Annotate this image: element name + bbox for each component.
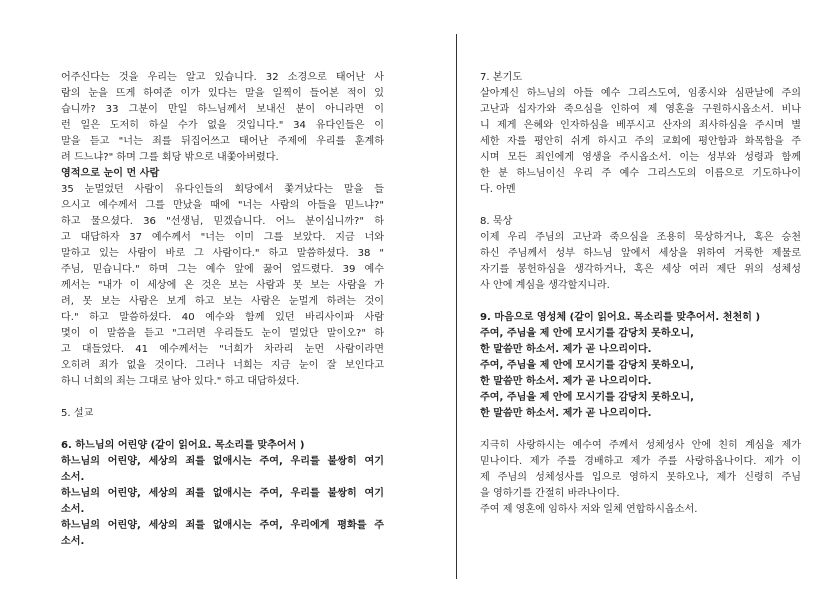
section-meditation: 8. 묵상 bbox=[480, 216, 513, 227]
reading-line: 몇이 이 말씀을 듣고 "그러면 우리들도 눈이 멀었단 말이오?" 하 bbox=[61, 328, 384, 339]
closing-prayer-line: 제 주님의 성체성사를 입으로 영하지 못하오나, 제가 신령히 주님 bbox=[480, 472, 801, 483]
section-sermon: 5. 설교 bbox=[61, 408, 94, 419]
communion-line: 한 말씀만 하소서. 제가 곧 나으리이다. bbox=[480, 408, 652, 419]
prayer-line: 한 분 하느님이신 우리 주 예수 그리스도의 이름으로 기도하나이 bbox=[480, 168, 801, 179]
reading-line: 고 대답하자 37 예수께서 "너는 이미 그를 보았다. 지금 너와 bbox=[61, 232, 384, 243]
prayer-line: 시며 모든 죄인에게 영생을 주시옵소서. 이는 성부와 성령과 함께 bbox=[480, 152, 801, 163]
section-spiritual-communion-heading: 9. 마음으로 영성체 (같이 읽어요. 목소리를 맞추어서. 천천히 ) bbox=[480, 312, 761, 323]
agnus-dei-line: 하느님의 어린양, 세상의 죄를 없애시는 주여, 우리를 불쌍히 여기 bbox=[61, 488, 384, 499]
closing-prayer-line: 을 영하기를 간절히 바라나이다. bbox=[480, 488, 620, 499]
reading-line: 말하고 있는 사람이 바로 그 사람이다." 하고 말씀하셨다. 38 " bbox=[61, 248, 384, 259]
meditation-line: 사 안에 계심을 생각할지니라. bbox=[480, 280, 610, 291]
reading-line: 으시고 예수께서 그를 만났을 때에 "너는 사람의 아들을 믿느냐?" bbox=[61, 200, 384, 211]
agnus-dei-line: 소서. bbox=[61, 472, 85, 483]
reading-line: 려, 못 보는 사람은 보게 하고 보는 사람은 눈멀게 하려는 것이 bbox=[61, 296, 384, 307]
closing-prayer-line: 지극히 사랑하시는 예수여 주께서 성체성사 안에 친히 계심을 제가 bbox=[480, 440, 801, 451]
reading-line: 말을 듣고 "너는 죄를 뒤집어쓰고 태어난 주제에 우리를 훈계하 bbox=[61, 136, 384, 147]
reading-line: 다." 하고 말씀하셨다. 40 예수와 함께 있던 바리사이파 사람 bbox=[61, 312, 384, 323]
agnus-dei-line: 하느님의 어린양, 세상의 죄를 없애시는 주여, 우리를 불쌍히 여기 bbox=[61, 456, 384, 467]
agnus-dei-line: 하느님의 어린양, 세상의 죄를 없애시는 주여, 우리에게 평화를 주 bbox=[61, 520, 384, 531]
reading-line: 려 드느냐?" 하며 그를 회당 밖으로 내쫓아버렸다. bbox=[61, 152, 279, 163]
reading-line: 습니까? 33 그분이 만일 하느님께서 보내신 분이 아니라면 이 bbox=[61, 104, 384, 115]
communion-line: 주여, 주님을 제 안에 모시기를 감당치 못하오니, bbox=[480, 360, 695, 371]
closing-prayer-line: 주여 제 영혼에 임하사 저와 일체 연합하시옵소서. bbox=[480, 504, 698, 515]
reading-line: 런 일은 도저히 하실 수가 없을 것입니다." 34 유다인들은 이 bbox=[61, 120, 384, 131]
column-divider bbox=[456, 34, 457, 579]
communion-line: 한 말씀만 하소서. 제가 곧 나으리이다. bbox=[480, 376, 652, 387]
section-heading-spiritual-eyes: 영적으로 눈이 먼 사람 bbox=[61, 168, 160, 179]
meditation-line: 자기를 봉헌하심을 생각하거나, 혹은 세상 여러 제단 위의 성체성 bbox=[480, 264, 801, 275]
reading-line: 오히려 죄가 없을 것이다. 그러나 너희는 지금 눈이 잘 보인다고 bbox=[61, 360, 384, 371]
prayer-line: 니 제게 은혜와 인자하심을 베푸시고 산자의 죄사하심을 주시며 별 bbox=[480, 120, 801, 131]
prayer-line: 세한 자를 평안히 쉬게 하시고 주의 교회에 평안함과 화목함을 주 bbox=[480, 136, 801, 147]
agnus-dei-line: 소서. bbox=[61, 536, 85, 547]
section-collect: 7. 본기도 bbox=[480, 72, 523, 83]
agnus-dei-line: 소서. bbox=[61, 504, 85, 515]
reading-line: 주님, 믿습니다." 하며 그는 예수 앞에 꿇어 엎드렸다. 39 예수 bbox=[61, 264, 384, 275]
meditation-line: 이제 우리 주님의 고난과 죽으심을 조용히 묵상하거나, 혹은 승천 bbox=[480, 232, 801, 243]
section-agnus-dei-heading: 6. 하느님의 어린양 (같이 읽어요. 목소리를 맞추어서 ) bbox=[61, 440, 305, 451]
reading-line: 람의 눈을 뜨게 하여준 이가 있다는 말을 일찍이 들어본 적이 있 bbox=[61, 88, 384, 99]
communion-line: 한 말씀만 하소서. 제가 곧 나으리이다. bbox=[480, 344, 652, 355]
reading-line: 35 눈멀었던 사람이 유다인들의 회당에서 쫓겨났다는 말을 들 bbox=[61, 184, 384, 195]
reading-line: 하니 너희의 죄는 그대로 남아 있다." 하고 대답하셨다. bbox=[61, 376, 300, 387]
meditation-line: 하신 주님께서 성부 하느님 앞에서 세상을 위하여 거룩한 제물로 bbox=[480, 248, 801, 259]
reading-line: 고 대들었다. 41 예수께서는 "너희가 차라리 눈먼 사람이라면 bbox=[61, 344, 384, 355]
prayer-line: 다. 아멘 bbox=[480, 184, 516, 195]
prayer-line: 고난과 십자가와 죽으심을 인하여 제 영혼을 구원하시옵소서. 비나 bbox=[480, 104, 801, 115]
communion-line: 주여, 주님을 제 안에 모시기를 감당치 못하오니, bbox=[480, 392, 695, 403]
communion-line: 주여, 주님을 제 안에 모시기를 감당치 못하오니, bbox=[480, 328, 695, 339]
closing-prayer-line: 믿나이다. 제가 주를 경배하고 제가 주를 사랑하옵나이다. 제가 이 bbox=[480, 456, 801, 467]
reading-line: 어주신다는 것을 우리는 알고 있습니다. 32 소경으로 태어난 사 bbox=[61, 72, 384, 83]
prayer-line: 살아계신 하느님의 아들 예수 그리스도여, 임종시와 심판날에 주의 bbox=[480, 88, 801, 99]
reading-line: 께서는 "내가 이 세상에 온 것은 보는 사람과 못 보는 사람을 가 bbox=[61, 280, 384, 291]
reading-line: 하고 물으셨다. 36 "선생님, 믿겠습니다. 어느 분이십니까?" 하 bbox=[61, 216, 384, 227]
